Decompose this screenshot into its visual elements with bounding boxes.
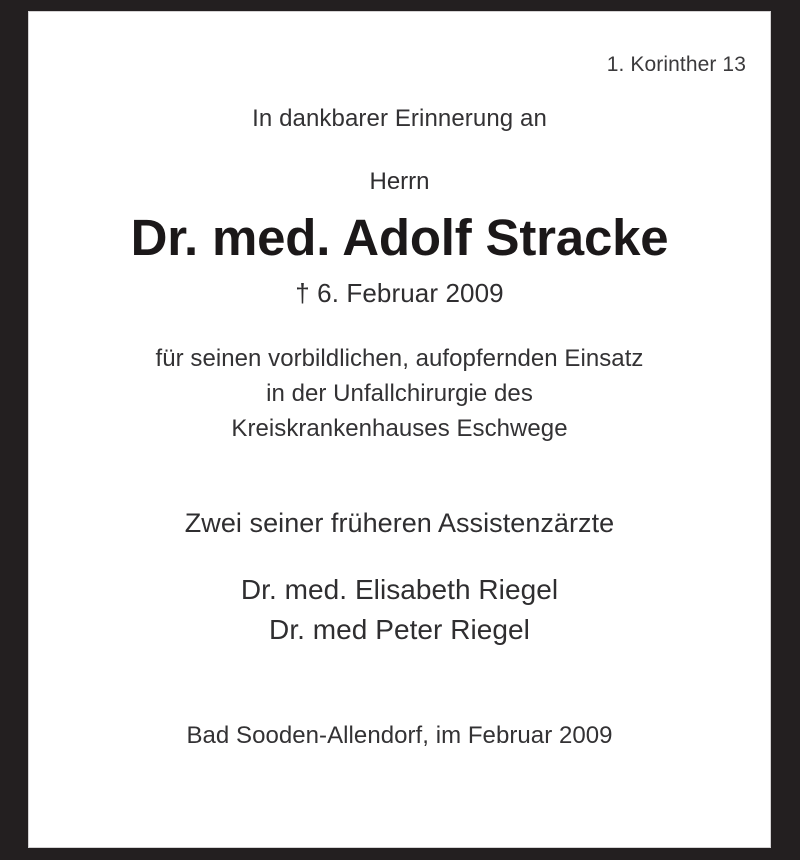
- mourner-name: Dr. med Peter Riegel: [269, 614, 530, 646]
- memorial-lead-line: In dankbarer Erinnerung an: [252, 105, 547, 132]
- mourner-name: Dr. med. Elisabeth Riegel: [240, 574, 559, 606]
- tribute-line: in der Unfallchirurgie des: [266, 379, 533, 407]
- tribute-text: [53, 342, 746, 446]
- place-and-date: Bad Sooden-Allendorf, im Februar 2009: [186, 721, 613, 749]
- memorial-notice-card: [28, 11, 771, 848]
- deceased-name: Dr. med. Adolf Stracke: [130, 209, 669, 266]
- tribute-line: Kreiskrankenhauses Eschwege: [231, 414, 568, 442]
- tribute-line: für seinen vorbildlichen, aufopfernden Einsatz: [155, 345, 644, 373]
- memorial-notice-content: [29, 12, 770, 847]
- death-date: † 6. Februar 2009: [295, 278, 504, 309]
- mourners-list: [53, 570, 746, 650]
- scripture-reference: 1. Korinther 13: [606, 53, 746, 76]
- mourners-heading: Zwei seiner früheren Assistenzärzte: [184, 508, 615, 539]
- honorific-label: Herrn: [369, 168, 430, 195]
